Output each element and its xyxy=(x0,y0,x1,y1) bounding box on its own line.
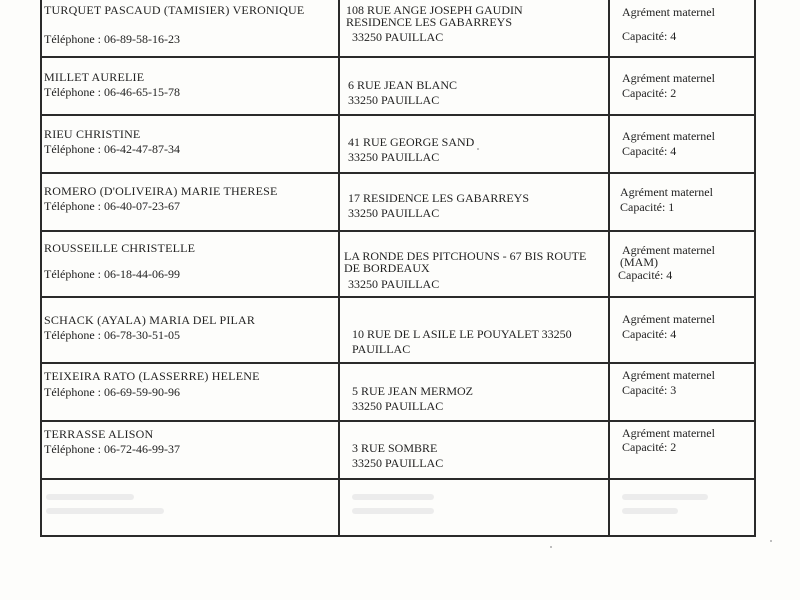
faded-bleed-through xyxy=(46,508,164,514)
faded-bleed-through xyxy=(46,494,134,500)
row-5-address-line3: 33250 PAUILLAC xyxy=(348,277,440,291)
row-5-agrement-note: (MAM) xyxy=(620,255,658,269)
row-separator xyxy=(40,296,756,298)
table-border-left xyxy=(40,0,42,537)
row-5-capacite: Capacité: 4 xyxy=(618,268,673,282)
row-8-address-line2: 33250 PAUILLAC xyxy=(352,456,444,470)
row-5-address-line1: LA RONDE DES PITCHOUNS - 67 BIS ROUTE xyxy=(344,249,587,263)
row-7-address-line2: 33250 PAUILLAC xyxy=(352,399,444,413)
row-8-capacite: Capacité: 2 xyxy=(622,440,677,454)
row-3-agrement: Agrément maternel xyxy=(622,129,715,143)
row-separator xyxy=(40,478,756,480)
row-separator xyxy=(40,172,756,174)
row-3-address-line1: 41 RUE GEORGE SAND xyxy=(348,135,475,149)
row-1-address-line1: 108 RUE ANGE JOSEPH GAUDIN xyxy=(346,3,523,17)
scan-speck xyxy=(477,148,479,150)
row-3-capacite: Capacité: 4 xyxy=(622,144,677,158)
row-6-address-line1: 10 RUE DE L ASILE LE POUYALET 33250 xyxy=(352,327,572,341)
row-7-address-line1: 5 RUE JEAN MERMOZ xyxy=(352,384,474,398)
row-3-phone: Téléphone : 06-42-47-87-34 xyxy=(44,142,180,156)
row-3-address-line2: 33250 PAUILLAC xyxy=(348,150,440,164)
row-1-phone: Téléphone : 06-89-58-16-23 xyxy=(44,32,180,46)
row-1-capacite: Capacité: 4 xyxy=(622,29,677,43)
table-border-col2 xyxy=(338,0,340,537)
row-2-capacite: Capacité: 2 xyxy=(622,86,677,100)
row-1-address-line3: 33250 PAUILLAC xyxy=(352,30,444,44)
scan-speck xyxy=(770,540,772,542)
row-5-name: ROUSSEILLE CHRISTELLE xyxy=(44,241,196,255)
row-6-name: SCHACK (AYALA) MARIA DEL PILAR xyxy=(44,313,256,327)
row-5-agrement: Agrément maternel xyxy=(622,243,715,257)
faded-bleed-through xyxy=(622,494,708,500)
row-1-name: TURQUET PASCAUD (TAMISIER) VERONIQUE xyxy=(44,3,305,17)
row-4-phone: Téléphone : 06-40-07-23-67 xyxy=(44,199,180,213)
row-3-name: RIEU CHRISTINE xyxy=(44,127,141,141)
row-separator xyxy=(40,362,756,364)
faded-bleed-through xyxy=(352,494,434,500)
row-6-phone: Téléphone : 06-78-30-51-05 xyxy=(44,328,180,342)
table-border-bottom xyxy=(40,535,756,537)
row-7-phone: Téléphone : 06-69-59-90-96 xyxy=(44,385,180,399)
row-separator xyxy=(40,230,756,232)
row-6-address-line2: PAUILLAC xyxy=(352,342,411,356)
row-2-phone: Téléphone : 06-46-65-15-78 xyxy=(44,85,180,99)
row-4-address-line2: 33250 PAUILLAC xyxy=(348,206,440,220)
row-separator xyxy=(40,56,756,58)
row-1-agrement: Agrément maternel xyxy=(622,5,715,19)
table-border-right xyxy=(754,0,756,537)
row-2-name: MILLET AURELIE xyxy=(44,70,145,84)
row-4-name: ROMERO (D'OLIVEIRA) MARIE THERESE xyxy=(44,184,278,198)
scan-speck xyxy=(550,546,552,548)
faded-bleed-through xyxy=(352,508,434,514)
row-5-address-line2: DE BORDEAUX xyxy=(344,261,430,275)
faded-bleed-through xyxy=(622,508,678,514)
row-8-name: TERRASSE ALISON xyxy=(44,427,154,441)
row-7-capacite: Capacité: 3 xyxy=(622,383,677,397)
row-4-capacite: Capacité: 1 xyxy=(620,200,675,214)
row-2-address-line2: 33250 PAUILLAC xyxy=(348,93,440,107)
row-4-address-line1: 17 RESIDENCE LES GABARREYS xyxy=(348,191,530,205)
row-separator xyxy=(40,420,756,422)
table-border-col3 xyxy=(608,0,610,537)
row-1-address-line2: RESIDENCE LES GABARREYS xyxy=(346,15,513,29)
row-2-address-line1: 6 RUE JEAN BLANC xyxy=(348,78,458,92)
row-6-agrement: Agrément maternel xyxy=(622,312,715,326)
row-8-phone: Téléphone : 06-72-46-99-37 xyxy=(44,442,180,456)
row-8-agrement: Agrément maternel xyxy=(622,426,715,440)
row-7-name: TEIXEIRA RATO (LASSERRE) HELENE xyxy=(44,369,260,383)
row-separator xyxy=(40,114,756,116)
row-2-agrement: Agrément maternel xyxy=(622,71,715,85)
row-4-agrement: Agrément maternel xyxy=(620,185,713,199)
row-8-address-line1: 3 RUE SOMBRE xyxy=(352,441,438,455)
row-7-agrement: Agrément maternel xyxy=(622,368,715,382)
row-6-capacite: Capacité: 4 xyxy=(622,327,677,341)
row-5-phone: Téléphone : 06-18-44-06-99 xyxy=(44,267,180,281)
